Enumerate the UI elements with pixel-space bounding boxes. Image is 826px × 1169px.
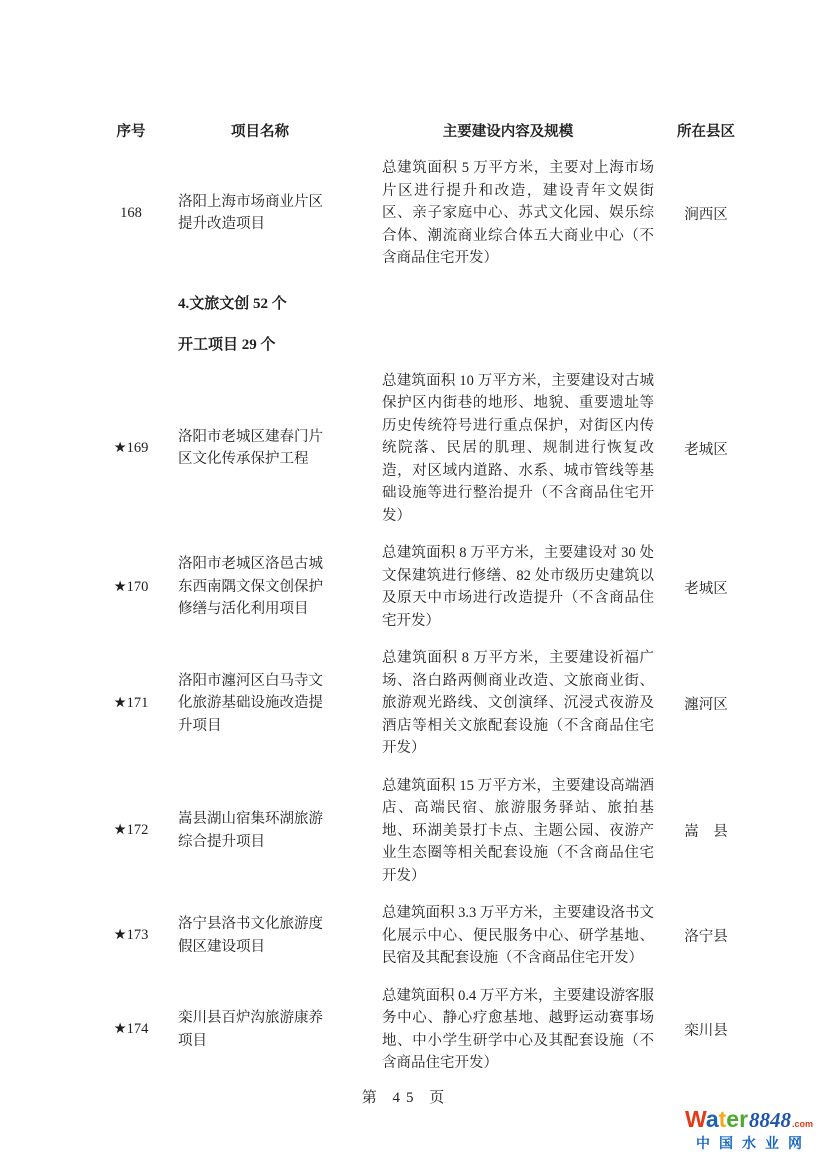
row-no: ★171 [113,694,149,711]
row-district: 栾川县 [684,1023,728,1039]
section-heading-category: 4.文旅文创 52 个 [178,295,287,312]
row-district: 涧西区 [684,206,728,223]
logo-letter: e [726,1106,740,1132]
row-content: 总建筑面积 15 万平方米，主要建设高端酒店、高端民宿、旅游服务驿站、旅拍基地、环湖美景打卡点、主题公园、夜游产业生态圈等相关配套设施（不含商品住宅开发） [382,777,654,884]
row-district: 老城区 [684,441,728,458]
row-content: 总建筑面积 8 万平方米，主要建设对 30 处文保建筑进行修缮、82 处市级历史建筑以及原天中市场进行改造提升（不含商品住宅开发） [382,545,654,629]
row-content: 总建筑面积 8 万平方米，主要建设祈福广场、洛白路两侧商业改造、文旅商业街、旅游观光路线、文创演绎、沉浸式夜游及酒店等相关文旅配套设施（不含商品住宅开发） [382,650,654,756]
section-heading-subcategory: 开工项目 29 个 [178,336,276,353]
table-row [100,647,754,760]
row-project-name: 洛阳市老城区建春门片区文化传承保护工程 [178,428,323,468]
row-content: 总建筑面积 10 万平方米，主要建设对古城保护区内街巷的地形、地貌、重要遗址等历史传统符号进行重点保护，对街区内传统院落、民居的肌理、规制进行恢复改造，对区域内道路、水系、城市管线等基础设施等进行整治提升（不含商品住宅开发） [382,372,654,524]
watermark-number: 8848 [749,1108,792,1132]
table-row [100,370,754,528]
header-content-scale: 主要建设内容及规模 [442,124,574,140]
table-row [100,985,754,1075]
watermark-dotcom: .com [792,1119,814,1129]
watermark-link[interactable] [680,1108,818,1150]
row-no: 168 [120,204,142,221]
table-row [100,542,754,632]
row-content: 总建筑面积 0.4 万平方米，主要建设游客服务中心、静心疗愈基地、越野运动赛事场地、中小学生研学中心及其配套设施（不含商品住宅开发） [382,987,654,1071]
project-table [100,122,754,1075]
watermark-subtitle: 中国水业网 [696,1135,811,1151]
row-content: 总建筑面积 3.3 万平方米，主要建设洛书文化展示中心、便民服务中心、研学基地、民宿及其配套设施（不含商品住宅开发） [382,905,654,966]
row-no: ★174 [113,1021,149,1037]
table-header-row [100,122,754,142]
header-project-name: 项目名称 [231,124,289,140]
watermark-wordmark [680,1108,818,1131]
table-row [100,157,754,270]
row-content: 总建筑面积 5 万平方米，主要对上海市场片区进行提升和改造，建设青年文娱街区、亲子家庭中心、苏式文化园、娱乐综合体、潮流商业综合体五大商业中心（不含商品住宅开发） [382,160,654,266]
table-row [100,902,754,970]
row-no: ★170 [113,578,149,595]
row-project-name: 洛宁县洛书文化旅游度假区建设项目 [178,916,323,955]
logo-letter: a [705,1106,719,1132]
watermark-logo-text [685,1108,748,1131]
page-number: 第 45 页 [361,1090,451,1106]
row-no: ★172 [113,822,149,839]
row-district: 老城区 [684,580,728,597]
row-district: 洛宁县 [684,929,728,946]
row-no: ★173 [113,927,149,944]
row-no: ★169 [113,439,149,456]
row-project-name: 嵩县湖山宿集环湖旅游综合提升项目 [178,811,323,850]
header-no: 序号 [116,124,146,140]
row-project-name: 洛阳市瀍河区白马寺文化旅游基础设施改造提升项目 [178,672,323,734]
row-project-name: 洛阳上海市场商业片区提升改造项目 [178,193,323,233]
row-project-name: 栾川县百炉沟旅游康养项目 [178,1010,323,1049]
row-project-name: 洛阳市老城区洛邑古城东西南隅文保文创保护修缮与活化利用项目 [178,556,323,618]
row-district: 嵩 县 [684,824,728,841]
logo-letter: r [739,1106,749,1132]
logo-letter: W [684,1106,706,1132]
logo-letter: t [718,1106,727,1132]
table-row [100,775,754,888]
row-district: 瀍河区 [684,696,728,713]
header-district: 所在县区 [677,124,735,140]
